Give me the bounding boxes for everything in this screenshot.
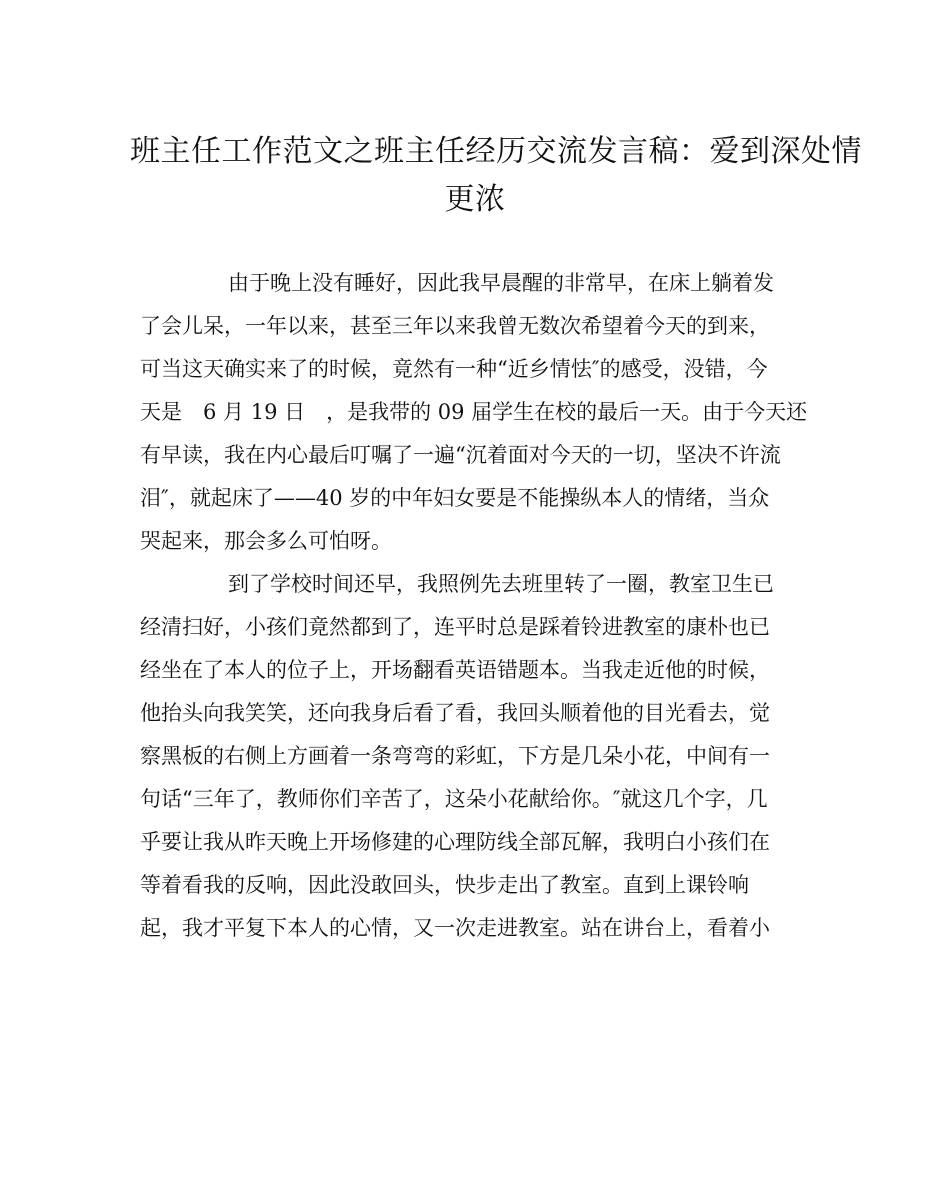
paragraph-2 [140, 563, 800, 950]
document-body [140, 262, 808, 950]
paragraph-line: 察黑板的右侧上方画着一条弯弯的彩虹，下方是几朵小花，中间有一 [140, 744, 770, 768]
title-line-2: 更浓 [444, 182, 506, 217]
title-line-1: 班主任工作范文之班主任经历交流发言稿：爱到深处情 [130, 134, 862, 169]
paragraph-line: 等着看我的反响，因此没敢回头，快步走出了教室。直到上课铃响 [140, 873, 749, 897]
paragraph-line: 经清扫好，小孩们竟然都到了，连平时总是踩着铃进教室的康朴也已 [140, 615, 770, 639]
paragraph-line: 起，我才平复下本人的心情，又一次走进教室。站在讲台上，看着小 [140, 916, 770, 940]
paragraph-1 [140, 262, 808, 563]
document-title [130, 128, 862, 224]
paragraph-line: 由于晚上没有睡好，因此我早晨醒的非常早，在床上躺着发 [228, 271, 774, 295]
paragraph-line: 到了学校时间还早，我照例先去班里转了一圈，教室卫生已 [228, 572, 774, 596]
paragraph-line: 天是 6 月 19 日 ，是我带的 09 届学生在校的最后一天。由于今天还 [140, 400, 808, 424]
paragraph-line: 泪″，就起床了——40 岁的中年妇女要是不能操纵本人的情绪，当众 [140, 486, 770, 510]
paragraph-line: 他抬头向我笑笑，还向我身后看了看，我回头顺着他的目光看去，觉 [140, 701, 770, 725]
paragraph-line: 经坐在了本人的位子上，开场翻看英语错题本。当我走近他的时候， [140, 658, 770, 682]
paragraph-line: 乎要让我从昨天晚上开场修建的心理防线全部瓦解，我明白小孩们在 [140, 830, 770, 854]
paragraph-line: 有早读，我在内心最后叮嘱了一遍“沉着面对今天的一切，坚决不许流 [140, 443, 781, 467]
paragraph-line: 句话“三年了，教师你们辛苦了，这朵小花献给你。″就这几个字，几 [140, 787, 768, 811]
paragraph-line: 哭起来，那会多么可怕呀。 [140, 529, 392, 553]
paragraph-line: 了会儿呆，一年以来，甚至三年以来我曾无数次希望着今天的到来， [140, 314, 770, 338]
paragraph-line: 可当这天确实来了的时候，竟然有一种“近乡情怯″的感受，没错，今 [140, 357, 768, 381]
